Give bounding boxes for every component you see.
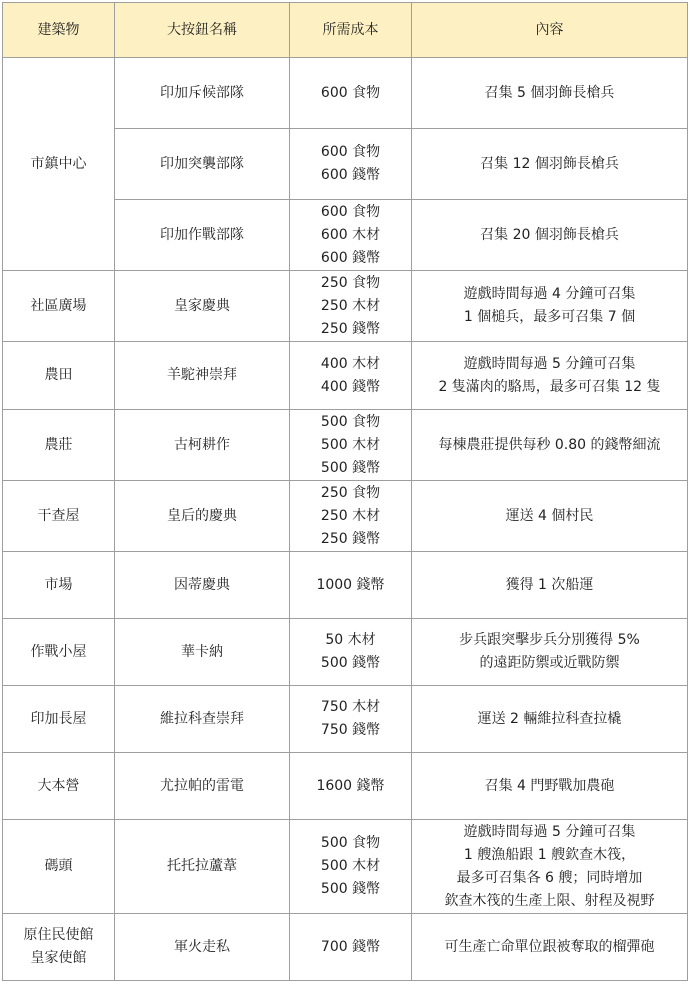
building-buttons-table	[2, 2, 688, 981]
cost-line: 50 木材	[325, 632, 376, 648]
header-button-name: 大按鈕名稱	[115, 3, 290, 58]
content-line: 召集 4 門野戰加農砲	[484, 777, 615, 794]
content-line: 最多可召集各 6 艘；同時增加	[456, 869, 643, 886]
cost-line: 500 錢幣	[320, 459, 381, 476]
cost-line: 1000 錢幣	[316, 576, 385, 593]
content-line: 獲得 1 次船運	[505, 576, 594, 593]
table-row	[3, 58, 688, 129]
cost-line: 250 錢幣	[320, 320, 381, 337]
header-cost: 所需成本	[290, 3, 412, 58]
table-row	[3, 481, 688, 552]
building-cell	[3, 342, 115, 410]
content-line: 召集 20 個羽飾長槍兵	[480, 226, 619, 243]
content-cell	[412, 552, 688, 619]
button-name-cell: 軍火走私	[115, 914, 290, 981]
content-line: 2 隻滿肉的駱馬，最多可召集 12 隻	[438, 378, 661, 395]
building-name: 大本營	[37, 777, 80, 794]
button-name-cell: 皇后的慶典	[115, 481, 290, 552]
button-name-cell: 維拉科查崇拜	[115, 686, 290, 753]
building-cell	[3, 820, 115, 914]
building-name: 市場	[44, 576, 73, 593]
cost-line: 500 木材	[320, 858, 381, 874]
building-name: 作戰小屋	[30, 643, 87, 660]
table-body	[3, 58, 688, 981]
cost-line: 600 食物	[320, 84, 381, 101]
cost-line: 250 木材	[320, 297, 381, 314]
cost-cell	[290, 820, 412, 914]
cost-line: 500 食物	[320, 413, 381, 430]
building-name: 干查屋	[37, 507, 80, 524]
cost-cell	[290, 271, 412, 342]
building-cell	[3, 686, 115, 753]
button-name-cell: 因蒂慶典	[115, 552, 290, 619]
building-cell	[3, 271, 115, 342]
cost-cell	[290, 552, 412, 619]
table-row	[3, 914, 688, 981]
table-row	[3, 753, 688, 820]
content-cell	[412, 753, 688, 820]
cost-cell	[290, 410, 412, 481]
button-name-cell: 印加斥候部隊	[115, 58, 290, 129]
content-line: 可生產亡命單位跟被奪取的榴彈砲	[444, 938, 655, 955]
cost-line: 500 木材	[320, 436, 381, 453]
content-cell	[412, 619, 688, 686]
building-cell	[3, 410, 115, 481]
cost-cell	[290, 58, 412, 129]
table-row	[3, 820, 688, 914]
content-cell	[412, 410, 688, 481]
cost-line: 250 木材	[320, 507, 381, 524]
cost-line: 500 食物	[320, 835, 381, 851]
button-name-cell: 皇家慶典	[115, 271, 290, 342]
cost-cell	[290, 129, 412, 200]
cost-cell	[290, 753, 412, 820]
cost-line: 1600 錢幣	[316, 777, 385, 794]
building-name: 皇家使館	[30, 950, 87, 966]
content-line: 召集 12 個羽飾長槍兵	[480, 155, 619, 172]
table-row	[3, 271, 688, 342]
content-line: 步兵跟突擊步兵分別獲得 5%	[459, 632, 640, 648]
cost-cell	[290, 619, 412, 686]
table-row	[3, 552, 688, 619]
button-name-cell: 印加作戰部隊	[115, 200, 290, 271]
content-line: 運送 2 輛維拉科查拉橇	[477, 710, 622, 727]
cost-line: 600 錢幣	[320, 167, 381, 183]
building-cell	[3, 552, 115, 619]
building-name: 印加長屋	[30, 710, 87, 727]
cost-cell	[290, 342, 412, 410]
building-cell	[3, 481, 115, 552]
table-row	[3, 686, 688, 753]
content-line: 1 艘漁船跟 1 艘欽查木筏，	[463, 846, 636, 863]
cost-line: 400 錢幣	[320, 378, 381, 395]
button-name-cell: 古柯耕作	[115, 410, 290, 481]
header-content: 內容	[412, 3, 688, 58]
content-cell	[412, 481, 688, 552]
cost-line: 700 錢幣	[320, 938, 381, 955]
cost-line: 500 錢幣	[320, 881, 381, 897]
cost-cell	[290, 686, 412, 753]
content-line: 運送 4 個村民	[505, 507, 594, 524]
content-cell	[412, 58, 688, 129]
content-cell	[412, 686, 688, 753]
table-row	[3, 342, 688, 410]
cost-line: 250 錢幣	[320, 530, 381, 547]
cost-line: 600 木材	[320, 226, 381, 243]
cost-line: 400 木材	[320, 355, 381, 372]
building-name: 碼頭	[44, 858, 73, 874]
content-cell	[412, 342, 688, 410]
content-line: 遊戲時間每過 5 分鐘可召集	[463, 355, 636, 372]
cost-cell	[290, 481, 412, 552]
header-row	[3, 3, 688, 58]
content-line: 1 個槌兵，最多可召集 7 個	[463, 309, 636, 325]
table-row	[3, 619, 688, 686]
cost-line: 500 錢幣	[320, 655, 381, 671]
cost-line: 750 錢幣	[320, 722, 381, 738]
building-name: 原住民使館	[23, 927, 94, 943]
cost-line: 600 食物	[320, 203, 381, 220]
cost-line: 600 食物	[320, 144, 381, 160]
content-line: 遊戲時間每過 5 分鐘可召集	[463, 823, 636, 840]
table-row	[3, 410, 688, 481]
cost-line: 750 木材	[320, 699, 381, 715]
cost-line: 250 食物	[320, 484, 381, 501]
building-name: 農田	[44, 367, 73, 383]
header-building: 建築物	[3, 3, 115, 58]
building-cell	[3, 619, 115, 686]
button-name-cell: 華卡納	[115, 619, 290, 686]
button-name-cell: 印加突襲部隊	[115, 129, 290, 200]
content-line: 的遠距防禦或近戰防禦	[479, 655, 620, 671]
building-name: 市鎮中心	[30, 155, 87, 172]
content-line: 召集 5 個羽飾長槍兵	[484, 84, 615, 101]
content-line: 欽查木筏的生產上限、射程及視野	[444, 892, 655, 909]
building-cell	[3, 58, 115, 271]
cost-line: 600 錢幣	[320, 249, 381, 266]
cost-cell	[290, 200, 412, 271]
building-cell	[3, 914, 115, 981]
content-cell	[412, 200, 688, 271]
building-name: 農莊	[44, 436, 73, 453]
content-cell	[412, 271, 688, 342]
button-name-cell: 托托拉蘆葦	[115, 820, 290, 914]
building-name: 社區廣場	[30, 297, 87, 314]
content-cell	[412, 914, 688, 981]
content-line: 遊戲時間每過 4 分鐘可召集	[463, 286, 636, 302]
building-cell	[3, 753, 115, 820]
content-cell	[412, 129, 688, 200]
content-line: 每棟農莊提供每秒 0.80 的錢幣細流	[438, 436, 661, 453]
button-name-cell: 尤拉帕的雷電	[115, 753, 290, 820]
content-cell	[412, 820, 688, 914]
cost-cell	[290, 914, 412, 981]
button-name-cell: 羊駝神崇拜	[115, 342, 290, 410]
cost-line: 250 食物	[320, 274, 381, 291]
